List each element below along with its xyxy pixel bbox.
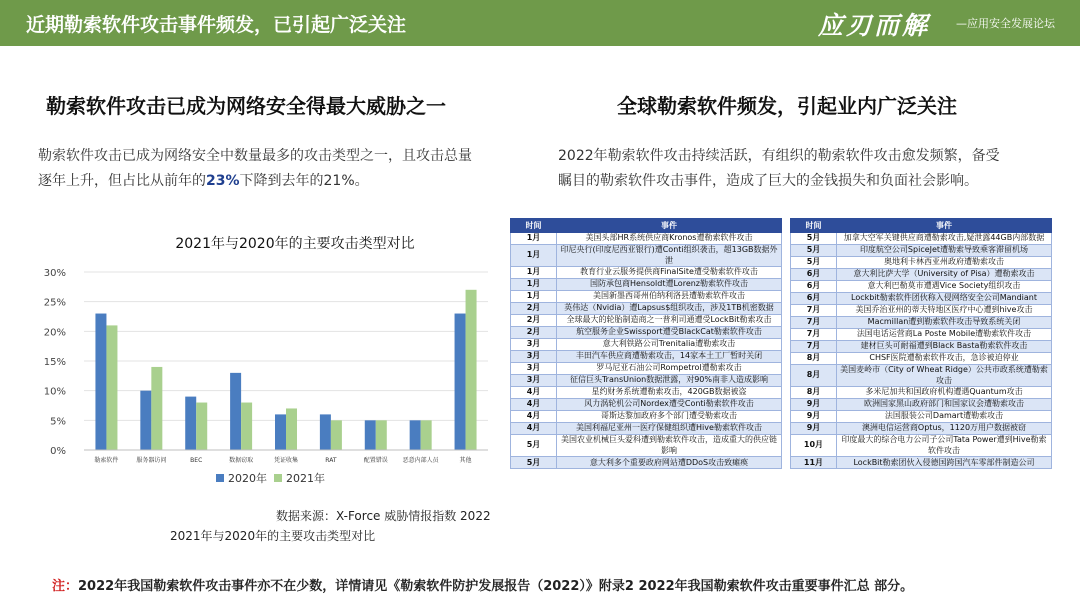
bar-2021 (421, 420, 432, 450)
event-month: 2月 (511, 315, 557, 327)
table-row (791, 353, 1052, 365)
event-month: 5月 (511, 435, 557, 457)
event-description: Macmillan遭到勒索软件攻击导致系统关闭 (837, 317, 1052, 329)
bar-2020 (455, 314, 466, 450)
table-row (511, 351, 782, 363)
bar-2021 (241, 403, 252, 450)
event-description: 印度最大的综合电力公司子公司Tata Power遭到Hive勒索软件攻击 (837, 435, 1052, 457)
table-left-header-time: 时间 (511, 219, 557, 233)
y-tick-label: 0% (50, 446, 66, 457)
table-row (791, 341, 1052, 353)
x-tick-label: 凭证收集 (273, 457, 299, 464)
event-description: 多米尼加共和国政府机构遭遇Quantum攻击 (837, 387, 1052, 399)
table-row (791, 329, 1052, 341)
event-month: 10月 (791, 435, 837, 457)
table-row (511, 267, 782, 279)
table-row (511, 399, 782, 411)
event-month: 2月 (511, 327, 557, 339)
bar-2021 (466, 290, 477, 450)
y-tick-label: 5% (50, 416, 66, 428)
bar-2020 (365, 420, 376, 450)
event-description: 美国新墨西哥州伯纳利洛县遭勒索软件攻击 (557, 291, 782, 303)
left-paragraph-line-1: 勒索软件攻击已成为网络安全中数量最多的攻击类型之一，且攻击总量 (38, 148, 472, 164)
event-month: 3月 (511, 339, 557, 351)
event-month: 6月 (791, 281, 837, 293)
event-month: 8月 (791, 387, 837, 399)
event-description: 罗马尼亚石油公司Rompetrol遭勒索攻击 (557, 363, 782, 375)
event-month: 8月 (791, 353, 837, 365)
event-description: 航空服务企业Swissport遭受BlackCat勒索软件攻击 (557, 327, 782, 339)
event-month: 6月 (791, 293, 837, 305)
forum-logo: 应刃而解 (818, 11, 931, 40)
event-description: 国防承包商Hensoldt遭Lorenz勒索软件攻击 (557, 279, 782, 291)
event-description: 意大利巴勒莫市遭遇Vice Society组织攻击 (837, 281, 1052, 293)
event-month: 7月 (791, 305, 837, 317)
right-paragraph-line-1: 2022年勒索软件攻击持续活跃，有组织的勒索软件攻击愈发频繁，备受 (558, 148, 1000, 164)
event-month: 1月 (511, 233, 557, 245)
bar-2021 (376, 420, 387, 450)
bar-2020 (140, 391, 151, 450)
event-description: 美国农业机械巨头爱科遭到勒索软件攻击，造成重大的供应链影响 (557, 435, 782, 457)
table-row (791, 281, 1052, 293)
footnote-label: 注： (52, 579, 79, 594)
x-tick-label: 其他 (459, 457, 472, 464)
event-description: 美国头部HR系统供应商Kronos遭勒索软件攻击 (557, 233, 782, 245)
table-row (511, 291, 782, 303)
event-description: 意大利多个重要政府网站遭DDoS攻击致瘫痪 (557, 457, 782, 469)
table-row (511, 457, 782, 469)
y-tick-label: 25% (43, 297, 66, 309)
left-paragraph-text-a: 逐年上升，但占比从前年的 (38, 173, 206, 189)
table-row (511, 279, 782, 291)
y-tick-label: 30% (43, 268, 66, 279)
legend-label: 2021年 (286, 472, 325, 485)
event-description: 建材巨头可耐福遭到Black Basta勒索软件攻击 (837, 341, 1052, 353)
event-month: 7月 (791, 341, 837, 353)
left-paragraph (38, 144, 472, 194)
page-title: 近期勒索软件攻击事件频发，已引起广泛关注 (26, 14, 407, 36)
event-month: 3月 (511, 375, 557, 387)
events-table-left (510, 218, 782, 469)
table-row (511, 375, 782, 387)
table-row (791, 305, 1052, 317)
event-description: 征信巨头TransUnion数据泄露，对90%南非人造成影响 (557, 375, 782, 387)
event-month: 4月 (511, 423, 557, 435)
table-row (791, 245, 1052, 257)
event-description: 风力涡轮机公司Nordex遭受Conti勒索软件攻击 (557, 399, 782, 411)
table-row (791, 435, 1052, 457)
table-left-header-event: 事件 (557, 219, 782, 233)
table-row (511, 245, 782, 267)
event-description: 印尼央行(印度尼西亚银行)遭Conti组织袭击，超13GB数据外泄 (557, 245, 782, 267)
right-section-title: 全球勒索软件频发，引起业内广泛关注 (617, 94, 957, 118)
events-table-right (790, 218, 1052, 469)
header-bar (0, 0, 1080, 46)
table-row (511, 363, 782, 375)
event-description: 丰田汽车供应商遭勒索攻击，14家本土工厂暂时关闭 (557, 351, 782, 363)
event-month: 9月 (791, 399, 837, 411)
event-description: 奥地利卡林西亚州政府遭勒索攻击 (837, 257, 1052, 269)
left-paragraph-line-2 (38, 169, 472, 194)
table-row (511, 327, 782, 339)
event-month: 7月 (791, 329, 837, 341)
x-tick-label: 数据窃取 (229, 457, 254, 464)
event-description: 法国服装公司Damart遭勒索攻击 (837, 411, 1052, 423)
event-description: 哥斯达黎加政府多个部门遭受勒索攻击 (557, 411, 782, 423)
x-tick-label: 恶意内部人员 (402, 457, 439, 464)
event-description: 澳洲电信运营商Optus，1120万用户数据被窃 (837, 423, 1052, 435)
event-month: 1月 (511, 291, 557, 303)
legend-swatch (274, 474, 282, 482)
x-tick-label: 服务器访问 (136, 457, 167, 464)
event-month: 5月 (511, 457, 557, 469)
y-tick-label: 20% (43, 327, 66, 339)
table-row (511, 315, 782, 327)
table-row (511, 303, 782, 315)
event-description: 美国麦岭市（City of Wheat Ridge）公共市政系统遭勒索攻击 (837, 365, 1052, 387)
event-month: 1月 (511, 279, 557, 291)
event-description: 星约财务系统遭勒索攻击，420GB数据被盗 (557, 387, 782, 399)
footnote-text: 2022年我国勒索软件攻击事件亦不在少数，详情请见《勒索软件防护发展报告（2022）》附录2 2022年我国勒索软件攻击重要事件汇总 部分。 (78, 579, 914, 594)
event-month: 1月 (511, 245, 557, 267)
event-month: 2月 (511, 303, 557, 315)
bar-2020 (410, 420, 421, 450)
table-row (791, 233, 1052, 245)
left-paragraph-text-c: 下降到去年的21%。 (239, 173, 369, 189)
event-month: 5月 (791, 233, 837, 245)
event-description: Lockbit勒索软件团伙称入侵网络安全公司Mandiant (837, 293, 1052, 305)
bar-2020 (185, 397, 196, 450)
x-tick-label: 勒索软件 (94, 457, 119, 464)
bar-2020 (230, 373, 241, 450)
table-row (791, 457, 1052, 469)
event-month: 9月 (791, 411, 837, 423)
table-row (791, 365, 1052, 387)
event-description: 印度航空公司SpiceJet遭勒索导致乘客滞留机场 (837, 245, 1052, 257)
event-description: 意大利铁路公司Trenitalia遭勒索攻击 (557, 339, 782, 351)
legend-swatch (216, 474, 224, 482)
table-row (791, 399, 1052, 411)
event-description: 加拿大空军关键供应商遭勒索攻击,疑泄露44GB内部数据 (837, 233, 1052, 245)
table-right-header-event: 事件 (837, 219, 1052, 233)
event-month: 4月 (511, 399, 557, 411)
event-month: 11月 (791, 457, 837, 469)
event-description: 意大利比萨大学（University of Pisa）遭勒索攻击 (837, 269, 1052, 281)
table-row (791, 269, 1052, 281)
legend-label: 2020年 (228, 472, 267, 485)
event-description: 欧洲国家黑山政府部门和国家议会遭勒索攻击 (837, 399, 1052, 411)
event-description: 教育行业云服务提供商FinalSite遭受勒索软件攻击 (557, 267, 782, 279)
event-month: 7月 (791, 317, 837, 329)
highlight-percentage: 23% (206, 173, 240, 189)
event-month: 3月 (511, 363, 557, 375)
event-month: 9月 (791, 423, 837, 435)
event-month: 4月 (511, 411, 557, 423)
table-row (791, 257, 1052, 269)
x-tick-label: 配置错误 (363, 457, 388, 464)
table-row (791, 317, 1052, 329)
bar-2021 (331, 420, 342, 450)
event-description: 美国利福尼亚州一医疗保健组织遭Hive勒索软件攻击 (557, 423, 782, 435)
event-description: 英伟达（Nvidia）遭Lapsus$组织攻击，涉及1TB机密数据 (557, 303, 782, 315)
table-row (511, 435, 782, 457)
table-row (511, 387, 782, 399)
event-month: 8月 (791, 365, 837, 387)
event-month: 5月 (791, 257, 837, 269)
data-source: 数据来源：X-Force 威胁情报指数 2022 (276, 509, 491, 523)
event-description: 全球最大的轮胎制造商之一普利司通遭受LockBit勒索攻击 (557, 315, 782, 327)
bar-2020 (320, 414, 331, 450)
x-tick-label: BEC (190, 457, 203, 464)
bar-2020 (275, 414, 286, 450)
footnote (52, 575, 913, 594)
bar-2021 (196, 403, 207, 450)
event-description: 美国乔治亚州的蒂夫特地区医疗中心遭到hive攻击 (837, 305, 1052, 317)
event-description: CHSF医院遭勒索软件攻击，急诊被迫停业 (837, 353, 1052, 365)
event-month: 6月 (791, 269, 837, 281)
right-paragraph-line-2: 瞩目的勒索软件攻击事件，造成了巨大的金钱损失和负面社会影响。 (558, 173, 978, 189)
event-month: 5月 (791, 245, 837, 257)
y-tick-label: 15% (43, 357, 66, 368)
table-row (791, 387, 1052, 399)
table-row (511, 233, 782, 245)
table-row (791, 423, 1052, 435)
chart-title: 2021年与2020年的主要攻击类型对比 (175, 236, 415, 252)
forum-subtitle: —应用安全发展论坛 (956, 17, 1055, 30)
left-section-title: 勒索软件攻击已成为网络安全得最大威胁之一 (46, 94, 446, 118)
event-month: 4月 (511, 387, 557, 399)
bar-2021 (151, 367, 162, 450)
table-right-header-time: 时间 (791, 219, 837, 233)
x-tick-label: RAT (325, 457, 337, 464)
bar-2021 (286, 408, 297, 450)
table-row (791, 293, 1052, 305)
y-tick-label: 10% (43, 386, 66, 398)
event-month: 1月 (511, 267, 557, 279)
attack-type-bar-chart (36, 258, 496, 498)
table-row (791, 411, 1052, 423)
bar-2021 (106, 325, 117, 450)
table-row (511, 411, 782, 423)
table-row (511, 423, 782, 435)
table-row (511, 339, 782, 351)
event-month: 3月 (511, 351, 557, 363)
chart-caption: 2021年与2020年的主要攻击类型对比 (170, 529, 376, 543)
bar-2020 (95, 314, 106, 450)
event-description: 法国电话运营商La Poste Mobile遭勒索软件攻击 (837, 329, 1052, 341)
right-paragraph (558, 144, 1000, 194)
event-description: LockBit勒索团伙入侵德国跨国汽车零部件制造公司 (837, 457, 1052, 469)
